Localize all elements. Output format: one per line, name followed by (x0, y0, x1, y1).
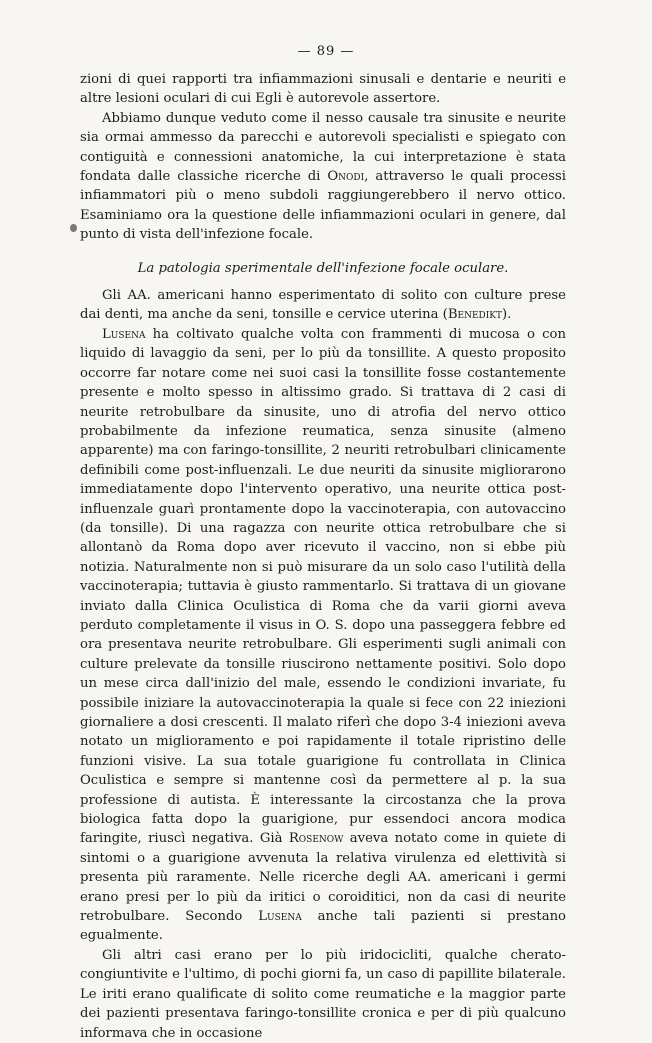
author-name-onodi: Onodi (327, 169, 365, 185)
ink-blot (70, 224, 77, 232)
paragraph-5: Gli altri casi erano per lo più iridocicliti, qualche cherato-congiuntivite e l'ultimo, di pochi giorni fa, un caso di papillite bilaterale. Le iriti erano qualificate di solito come reumatiche e la maggior parte dei pazienti presentava faringo-tonsillite cronica e per di più qualcuno informava che in occasione (80, 947, 566, 1041)
page-body (80, 70, 566, 1043)
paragraph-1: zioni di quei rapporti tra infiammazioni sinusali e dentarie e neuriti e altre lesioni oculari di cui Egli è autorevole assertore. (80, 72, 566, 107)
paragraph-2 (80, 109, 566, 245)
author-name-benedikt: Benedikt (447, 307, 503, 323)
author-name-rosenow: Rosenow (288, 831, 344, 847)
author-name-lusena-2: Lusena (258, 909, 302, 925)
paragraph-3 (80, 286, 566, 325)
paragraph-3-text-a: Gli AA. americani hanno esperimentato di solito con culture prese dai denti, ma anche da seni, tonsille e cervice uterina ( (80, 288, 566, 323)
paragraph-4-text-c: anche tali pazienti si prestano egualmente. (80, 909, 566, 944)
paragraph-4-text-b: aveva notato come in quiete di sintomi o a guarigione avvenuta la relativa virulenza ed elettività si presenta più raramente. Nelle ricerche degli AA. americani i germi erano presi per lo più da iritici o coroiditici, non da casi di neurite retrobulbare. Secondo (80, 831, 566, 925)
page-number: — 89 — (297, 44, 355, 59)
paragraph-3-text-b: ). (502, 307, 512, 323)
paragraph-4-text-a: ha coltivato qualche volta con frammenti di mucosa o con liquido di lavaggio da seni, per lo più da tonsillite. A questo proposito occorre far notare come nei suoi casi la tonsillite fosse costantemente presente e molto spesso in altissimo grado. Si trattava di 2 casi di neurite retrobulbare da sinusite, uno di atrofia del nervo ottico probabilmente da infezione reumatica, senza sinusite (almeno apparente) ma con faringo-tonsillite, 2 neuriti retrobulbari clinicamente definibili come post-influenzali. Le due neuriti da sinusite migliorarono immediatamente dopo l'intervento operativo, una neurite ottica post-influenzale guarì prontamente dopo la vaccinoterapia, con autovaccino (da tonsille). Di una ragazza con neurite ottica retrobulbare che si allontanò da Roma dopo aver ricevuto il vaccino, non si ebbe più notizia. Naturalmente non si può misurare da un solo caso l'utilità della vaccinoterapia; tuttavia è giusto rammentarlo. Si trattava di un giovane inviato dalla Clinica Oculistica di Roma che da varii giorni aveva perduto completamente il visus in O. S. dopo una passeggera febbre ed ora presentava neurite retrobulbare. Gli esperimenti sugli animali con culture prelevate da tonsille riuscirono nettamente positivi. Solo dopo un mese circa dall'inizio del male, essendo le condizioni invariate, fu possibile iniziare la autovaccinoterapia la quale si fece con 22 iniezioni giornaliere a dosi crescenti. Il malato riferì che dopo 3-4 iniezioni aveva notato un miglioramento e poi rapidamente il totale ripristino delle funzioni visive. La sua totale guarigione fu controllata in Clinica Oculistica e sempre si mantenne così da permettere al p. la sua professione di autista. È interessante la circostanza che la prova biologica fatta dopo la guarigione, pur essendoci ancora modica faringite, riuscì negativa. Già (80, 326, 566, 847)
paragraph-4 (80, 325, 566, 946)
section-title: La patologia sperimentale dell'infezione focale oculare. (137, 260, 509, 276)
paragraph-2-text-a: Abbiamo dunque veduto come il nesso causale tra sinusite e neurite sia ormai ammesso da parecchi e autorevoli specialisti e spiegato con contiguità e connessioni anatomiche, la cui interpretazione è stata fondata dalle classiche ricerche di (80, 110, 566, 185)
author-name-lusena: Lusena (102, 326, 146, 342)
paragraph-2-text-b: , attraverso le quali processi infiammatori più o meno subdoli raggiungerebbero il nervo ottico. Esaminiamo ora la questione delle infiammazioni oculari in genere, dal punto di vista dell'infezione focale. (80, 169, 566, 243)
